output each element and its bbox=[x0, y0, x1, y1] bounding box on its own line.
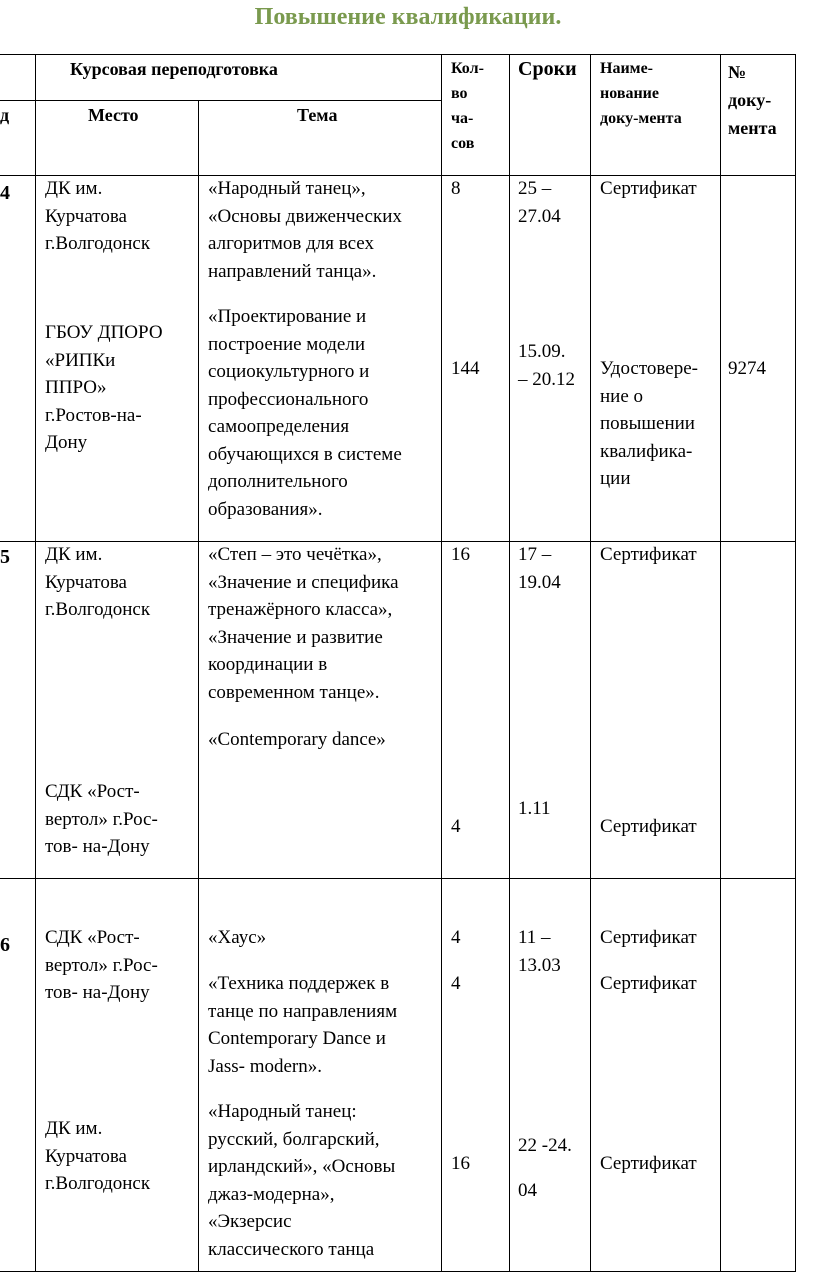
cell-document-name: Сертификат bbox=[600, 816, 697, 837]
cell-dates: 25 – 27.04 bbox=[518, 178, 561, 227]
header-year-partial: д bbox=[0, 105, 10, 125]
cell-place: ГБОУ ДПОРО «РИПКи ППРО» г.Ростов-на- Дону bbox=[45, 322, 163, 453]
cell-hours: 144 bbox=[451, 358, 480, 379]
cell-hours: 8 bbox=[451, 178, 461, 199]
column-divider-docname-docnum bbox=[720, 54, 721, 1272]
cell-hours: 4 bbox=[451, 816, 461, 837]
row-divider-2 bbox=[0, 878, 796, 879]
page-title: Повышение квалификации. bbox=[254, 4, 562, 30]
cell-topic: «Степ – это чечётка», «Значение и специфика тренажёрного класса», «Значение и развитие координации в современном танце». bbox=[208, 544, 399, 703]
row-year-partial: 5 bbox=[0, 546, 10, 568]
cell-dates: 15.09. – 20.12 bbox=[518, 341, 575, 390]
cell-hours: 16 bbox=[451, 544, 470, 565]
header-dates: Сроки bbox=[518, 58, 577, 80]
cell-dates: 11 – 13.03 bbox=[518, 927, 561, 976]
column-divider-dates-docname bbox=[590, 54, 591, 1272]
cell-document-name: Удостовере- ние о повышении квалифика- ции bbox=[600, 358, 698, 489]
header-document-name: Наиме- нование доку-мента bbox=[600, 60, 682, 127]
cell-place: ДК им. Курчатова г.Волгодонск bbox=[45, 1118, 151, 1194]
cell-topic: «Народный танец: русский, болгарский, ирландский», «Основы джаз-модерна», «Экзерсис классического танца bbox=[208, 1101, 396, 1260]
cell-document-name: Сертификат bbox=[600, 544, 697, 565]
cell-place: ДК им. Курчатова г.Волгодонск bbox=[45, 178, 151, 254]
cell-hours: 4 bbox=[451, 973, 461, 994]
column-divider-hours-dates bbox=[509, 54, 510, 1272]
cell-dates: 04 bbox=[518, 1180, 537, 1201]
header-hours: Кол- во ча- сов bbox=[451, 60, 484, 152]
table-border-right bbox=[795, 54, 796, 1272]
header-topic: Тема bbox=[297, 105, 338, 125]
cell-dates: 22 -24. bbox=[518, 1135, 572, 1156]
cell-dates: 17 – 19.04 bbox=[518, 544, 561, 593]
table-border-top bbox=[0, 54, 796, 55]
cell-topic: «Техника поддержек в танце по направлениям Contemporary Dance и Jass- modern». bbox=[208, 973, 398, 1077]
cell-place: СДК «Рост- вертол» г.Рос- тов- на-Дону bbox=[45, 781, 158, 857]
cell-topic: «Contemporary dance» bbox=[208, 729, 386, 750]
cell-hours: 4 bbox=[451, 927, 461, 948]
cell-place: ДК им. Курчатова г.Волгодонск bbox=[45, 544, 151, 620]
cell-place: СДК «Рост- вертол» г.Рос- тов- на-Дону bbox=[45, 927, 158, 1003]
header-course-retraining: Курсовая переподготовка bbox=[70, 59, 278, 79]
cell-topic: «Проектирование и построение модели социокультурного и профессионального самоопределения обучающихся в системе дополнительного образования». bbox=[208, 306, 402, 520]
cell-document-name: Сертификат bbox=[600, 178, 697, 199]
table-border-left bbox=[35, 54, 36, 1272]
cell-document-number: 9274 bbox=[728, 358, 766, 379]
cell-document-name: Сертификат bbox=[600, 973, 697, 994]
header-document-number: № доку- мента bbox=[728, 62, 777, 138]
row-year-partial: 6 bbox=[0, 934, 10, 956]
cell-dates: 1.11 bbox=[518, 798, 551, 819]
header-place: Место bbox=[88, 105, 139, 125]
cell-topic: «Народный танец», «Основы движенческих алгоритмов для всех направлений танца». bbox=[208, 178, 402, 282]
cell-topic: «Хаус» bbox=[208, 927, 267, 948]
cell-document-name: Сертификат bbox=[600, 927, 697, 948]
header-subdivider bbox=[0, 100, 442, 101]
column-divider-place-topic bbox=[198, 100, 199, 1272]
cell-document-name: Сертификат bbox=[600, 1153, 697, 1174]
column-divider-topic-hours bbox=[441, 54, 442, 1272]
row-year-partial: 4 bbox=[0, 182, 10, 204]
cell-hours: 16 bbox=[451, 1153, 470, 1174]
